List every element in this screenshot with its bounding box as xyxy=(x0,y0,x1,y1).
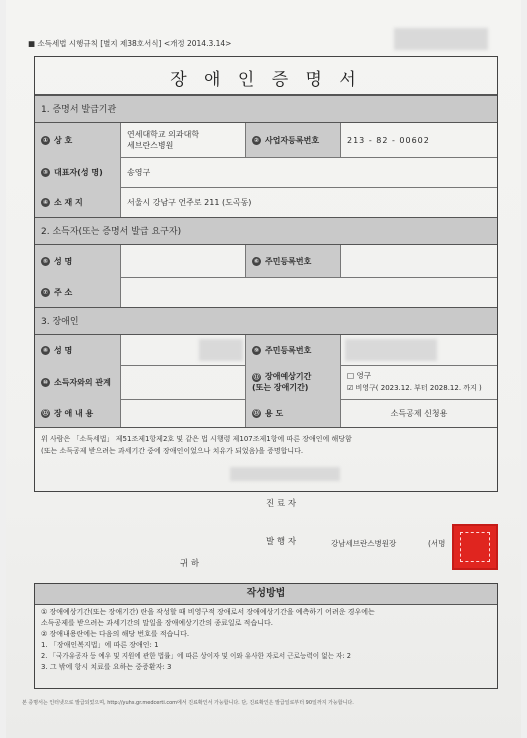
row-type-purpose xyxy=(35,399,497,428)
label-text: 주 소 xyxy=(54,287,73,297)
num-badge: ⑪ xyxy=(253,374,260,381)
num-badge: ⑩ xyxy=(42,378,49,386)
num-badge: ⑬ xyxy=(253,409,260,417)
instructions-heading: 작성방법 xyxy=(35,584,497,605)
section-disabled-person: 3. 장애인 xyxy=(35,307,497,335)
label-text: 소 재 지 xyxy=(54,197,83,207)
num-badge: ③ xyxy=(42,168,49,176)
num-badge: ⑦ xyxy=(42,288,49,296)
instructions-box xyxy=(34,583,498,689)
form-header-note: ■ 소득세법 시행규칙 [별지 제38호서식] <개정 2014.3.14> xyxy=(28,39,232,48)
section-issuing-agency: 1. 증명서 발급기관 xyxy=(35,95,497,123)
label-earner-rrn xyxy=(245,245,341,277)
label-text: 상 호 xyxy=(54,135,73,145)
section-income-earner: 2. 소득자(또는 증명서 발급 요구자) xyxy=(35,217,497,245)
certificate-frame xyxy=(34,56,498,492)
value-purpose: 소득공제 신청용 xyxy=(390,408,448,418)
label-text: 주민등록번호 xyxy=(265,345,312,355)
redacted-area xyxy=(345,339,437,361)
label-bizno xyxy=(245,123,341,157)
certification-line2: (또는 소득공제 받으려는 과세기간 중에 장애인이었으나 치유가 되었음)을 증명합니다. xyxy=(41,447,304,455)
certification-line1: 위 사람은 「소득세법」 제51조제1항제2호 및 같은 법 시행령 제107조제1항에 따른 장애인에 해당함 xyxy=(41,435,352,443)
num-badge: ④ xyxy=(42,198,49,206)
instructions-line: ② 장애내용란에는 다음의 해당 번호를 적습니다. xyxy=(41,630,190,638)
row-disabled-name-rrn xyxy=(35,335,497,366)
label-purpose xyxy=(245,399,341,427)
issuer-name: 강남세브란스병원장 xyxy=(331,539,397,548)
label-text: 사업자등록번호 xyxy=(265,135,320,145)
value-relation xyxy=(121,365,245,399)
document-title: 장 애 인 증 명 서 xyxy=(170,70,362,90)
hospital-name-line2: 세브란스병원 xyxy=(127,141,174,150)
label-disability-type xyxy=(35,399,121,427)
checkbox-permanent: □ 영구 xyxy=(347,371,371,380)
num-badge: ⑫ xyxy=(42,409,49,417)
label-text: 주민등록번호 xyxy=(265,256,312,266)
instructions-line: ① 장애예상기간(또는 장애기간) 란을 작성할 때 비영구적 장애로서 장애예상기간을 예측하기 어려운 경우에는 xyxy=(41,608,375,616)
label-text: 용 도 xyxy=(265,408,284,418)
row-representative xyxy=(35,157,497,188)
num-badge: ⑧ xyxy=(42,346,49,354)
label-period xyxy=(245,365,341,399)
row-name-bizno xyxy=(35,123,497,158)
label-name xyxy=(35,123,121,157)
label-text: 장애예상기간 xyxy=(265,372,312,381)
label-representative xyxy=(35,157,121,187)
label-text: 성 명 xyxy=(54,256,73,266)
label-earner-name xyxy=(35,245,121,277)
label-address xyxy=(35,187,121,217)
label-text-sub: (또는 장애기간) xyxy=(252,383,309,392)
issuer-seal-hint: (서명 xyxy=(428,539,446,548)
label-disabled-name xyxy=(35,335,121,365)
value-earner-name xyxy=(121,245,245,277)
value-earner-address xyxy=(121,277,497,307)
recipient-label: 귀 하 xyxy=(180,559,200,569)
value-earner-rrn xyxy=(341,245,497,277)
instructions-line: 1. 「장애인복지법」에 따른 장애인: 1 xyxy=(41,641,159,649)
label-text: 소득자와의 관계 xyxy=(54,377,111,387)
row-earner-name-rrn xyxy=(35,245,497,278)
value-name xyxy=(121,123,245,157)
footer-note: 본 증명서는 인터넷으로 발급되었으며, http://yuhs.gr.medcerti.com에서 진료확인서 가능합니다. 단, 진료확인은 발급일로부터 90일까지 가능합니다. xyxy=(22,700,354,706)
certification-statement xyxy=(41,433,491,457)
num-badge: ⑤ xyxy=(42,257,49,265)
label-text: 대표자(성 명) xyxy=(54,167,103,177)
hospital-name-line1: 연세대학교 의과대학 xyxy=(127,130,200,139)
checkbox-nonpermanent: ☑ 비영구( 2023.12. 부터 2028.12. 까지 ) xyxy=(347,384,482,392)
value-disabled-name xyxy=(121,335,245,365)
row-relation-period xyxy=(35,365,497,400)
row-address xyxy=(35,187,497,217)
num-badge: ① xyxy=(42,136,49,144)
value-disability-type xyxy=(121,399,245,427)
value-bizno: 213 - 82 - 00602 xyxy=(347,135,430,145)
row-earner-address xyxy=(35,277,497,307)
instructions-line: 2. 「국가유공자 등 예우 및 지원에 관한 법률」에 따른 상이자 및 이와 유사한 자로서 근로능력이 없는 자: 2 xyxy=(41,652,351,660)
official-seal-stamp xyxy=(452,524,498,570)
value-representative: 송영구 xyxy=(127,167,151,177)
redacted-area xyxy=(230,467,340,481)
instructions-line: 3. 그 밖에 항시 치료를 요하는 중증환자: 3 xyxy=(41,663,172,671)
issuer-label: 발 행 자 xyxy=(266,537,297,547)
value-address: 서울시 강남구 언주로 211 (도곡동) xyxy=(127,197,252,207)
num-badge: ② xyxy=(253,136,260,144)
num-badge: ⑨ xyxy=(253,346,260,354)
value-disabled-rrn xyxy=(341,335,497,365)
doctor-label: 진 료 자 xyxy=(266,499,297,509)
label-text: 장 애 내 용 xyxy=(54,408,94,418)
redacted-area xyxy=(199,339,243,361)
instructions-line: 소득공제를 받으려는 과세기간의 말일을 장애예상기간의 종료일로 적습니다. xyxy=(41,619,273,627)
num-badge: ⑥ xyxy=(253,257,260,265)
label-relation xyxy=(35,365,121,399)
label-earner-address xyxy=(35,277,121,307)
value-period xyxy=(341,365,497,399)
label-disabled-rrn xyxy=(245,335,341,365)
redacted-area xyxy=(394,28,488,50)
label-text: 성 명 xyxy=(54,345,73,355)
